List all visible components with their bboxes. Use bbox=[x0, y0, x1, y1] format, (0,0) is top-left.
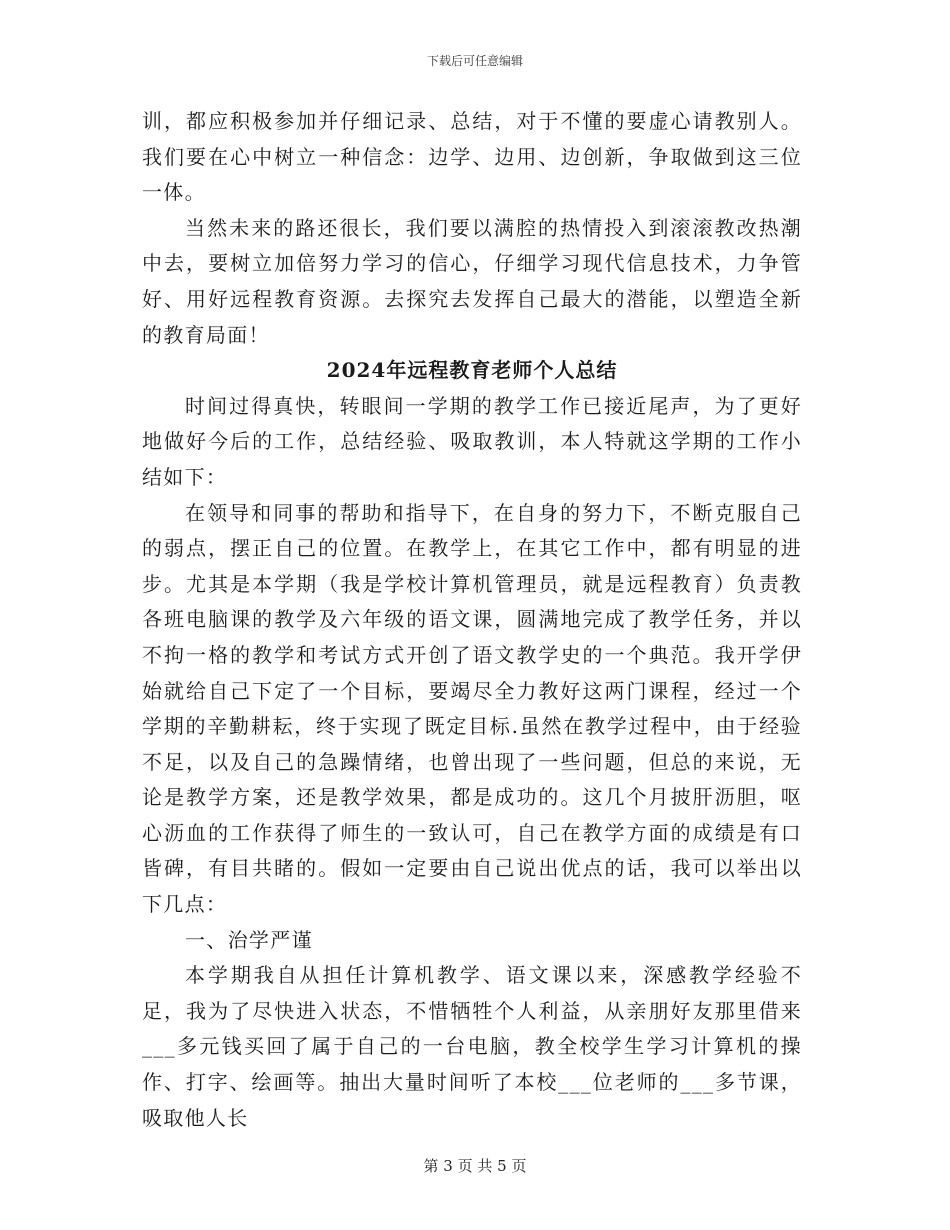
subheading-rigorous-study: 一、治学严谨 bbox=[185, 927, 313, 952]
paragraph-intro: 时间过得真快，转眼间一学期的教学工作已接近尾声，为了更好地做好今后的工作，总结经验、吸取教训，本人特就这学期的工作小结如下： bbox=[142, 393, 802, 489]
page-header: 下载后可任意编辑 bbox=[426, 54, 523, 68]
paragraph-future: 当然未来的路还很长，我们要以满腔的热情投入到滚滚教改热潮中去，要树立加倍努力学习的信心，仔细学习现代信息技术，力争管好、用好远程教育资源。去探究去发挥自己最大的潜能，以塑造全新的教育局面！ bbox=[142, 215, 802, 347]
section-title: 2024年远程教育老师个人总结 bbox=[326, 358, 618, 383]
document-body bbox=[142, 104, 802, 1136]
paragraph-continuation: 训，都应积极参加并仔细记录、总结，对于不懂的要虚心请教别人。我们要在心中树立一种信念：边学、边用、边创新，争取做到这三位一体。 bbox=[142, 109, 802, 205]
page-footer: 第 3 页 共 5 页 bbox=[423, 1157, 527, 1175]
paragraph-achievements: 在领导和同事的帮助和指导下，在自身的努力下，不断克服自己的弱点，摆正自己的位置。在教学上，在其它工作中，都有明显的进步。尤其是本学期（我是学校计算机管理员，就是远程教育）负责教各班电脑课的教学及六年级的语文课，圆满地完成了教学任务，并以不拘一格的教学和考试方式开创了语文教学史的一个典范。我开学伊始就给自己下定了一个目标，要竭尽全力教好这两门课程，经过一个学期的辛勤耕耘，终于实现了既定目标.虽然在教学过程中，由于经验不足，以及自己的急躁情绪，也曾出现了一些问题，但总的来说，无论是教学方案，还是教学效果，都是成功的。这几个月披肝沥胆，呕心沥血的工作获得了师生的一致认可，自己在教学方面的成绩是有口皆碑，有目共睹的。假如一定要由自己说出优点的话，我可以举出以下几点： bbox=[142, 500, 802, 917]
paragraph-rigorous-study: 本学期我自从担任计算机教学、语文课以来，深感教学经验不足，我为了尽快进入状态，不惜牺牲个人利益，从亲朋好友那里借来___多元钱买回了属于自己的一台电脑，教全校学生学习计算机的操作、打字、绘画等。抽出大量时间听了本校___位老师的___多节课，吸取他人长 bbox=[142, 963, 802, 1130]
